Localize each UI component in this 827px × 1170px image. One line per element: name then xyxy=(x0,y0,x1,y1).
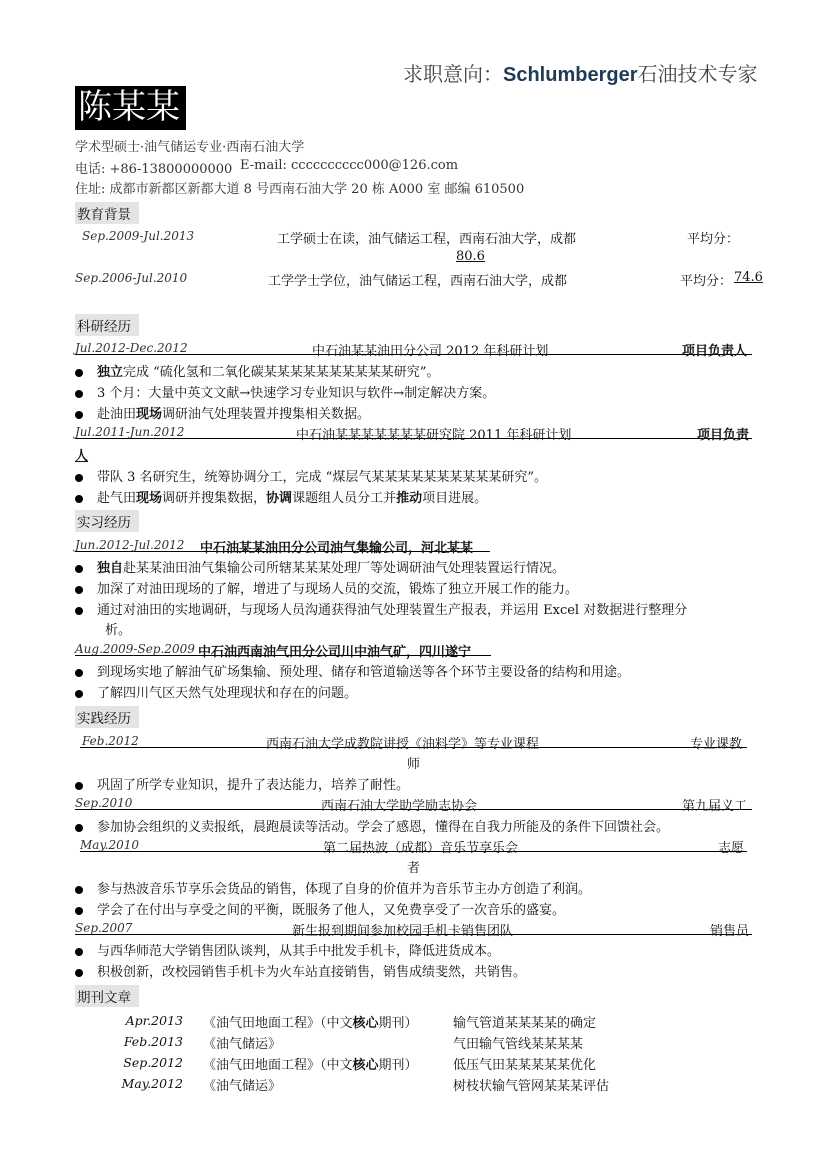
bullet-icon xyxy=(75,782,83,790)
bullet-icon xyxy=(75,669,83,677)
list-item: 到现场实地了解油气矿场集输、预处理、储存和管道输送等各个环节主要设备的结构和用途。 xyxy=(75,661,630,680)
practice-date: May.2010 xyxy=(80,838,139,852)
paper-date: Sep.2012 xyxy=(123,1055,183,1070)
degree-line: 学术型硕士·油气储运专业·西南石油大学 xyxy=(75,140,305,155)
research-role: 项目负责 xyxy=(697,428,750,443)
edu-gpa: 80.6 xyxy=(456,249,485,264)
practice-role: 专业课教 xyxy=(690,737,743,752)
bullet-icon xyxy=(75,969,83,977)
practice-org: 新生报到期间参加校园手机卡销售团队 xyxy=(292,924,514,939)
bullet-icon xyxy=(75,824,83,832)
section-papers: 期刊文章 xyxy=(75,985,139,1007)
research-date: Jul.2011-Jun.2012 xyxy=(75,425,185,439)
objective-prefix: 求职意向： xyxy=(403,62,503,86)
list-item: 巩固了所学专业知识，提升了表达能力，培养了耐性。 xyxy=(75,774,409,793)
bullet-icon xyxy=(75,369,83,377)
phone-line: 电话: +86-13800000000 xyxy=(75,162,233,177)
paper-date: May.2012 xyxy=(121,1076,183,1091)
bullet-icon xyxy=(75,907,83,915)
candidate-name: 陈某某 xyxy=(75,86,186,130)
research-role-cont: 人 xyxy=(75,449,89,464)
email-line: E-mail: cccccccccc000@126.com xyxy=(240,158,459,173)
list-item: 赴油田现场调研油气处理装置并搜集相关数据。 xyxy=(75,403,370,422)
paper-journal: 《油气田地面工程》（中文核心期刊） xyxy=(203,1058,418,1073)
paper-journal: 《油气田地面工程》（中文核心期刊） xyxy=(203,1016,418,1031)
practice-date: Feb.2012 xyxy=(82,734,139,748)
intern-org: 中石油西南油气田分公司川中油气矿，四川遂宁 xyxy=(198,645,472,660)
address-line: 住址: 成都市新都区新都大道 8 号西南石油大学 20 栋 A000 室 邮编 610500 xyxy=(75,182,525,197)
practice-role-cont: 者 xyxy=(407,861,421,876)
intern-date: Jun.2012-Jul.2012 xyxy=(75,538,185,552)
bullet-icon xyxy=(75,565,83,573)
practice-date: Sep.2010 xyxy=(75,796,133,810)
list-item-cont: 析。 xyxy=(105,623,132,638)
section-research: 科研经历 xyxy=(75,314,139,336)
bullet-icon xyxy=(75,390,83,398)
list-item: 独立完成 “硫化氢和二氧化碳某某某某某某某某某某研究”。 xyxy=(75,361,439,380)
objective-brand: Schlumberger xyxy=(503,64,638,86)
bullet-icon xyxy=(75,411,83,419)
list-item: 了解四川气区天然气处理现状和存在的问题。 xyxy=(75,682,357,701)
research-date: Jul.2012-Dec.2012 xyxy=(75,341,188,355)
list-item: 与西华师范大学销售团队谈判，从其手中批发手机卡，降低进货成本。 xyxy=(75,940,500,959)
bullet-icon xyxy=(75,690,83,698)
list-item: 学会了在付出与享受之间的平衡，既服务了他人，又免费享受了一次音乐的盛宴。 xyxy=(75,899,565,918)
practice-org: 西南石油大学成教院讲授《油料学》等专业课程 xyxy=(266,737,540,752)
objective-suffix: 石油技术专家 xyxy=(637,62,758,86)
bullet-icon xyxy=(75,886,83,894)
list-item: 参与热波音乐节享乐会货品的销售，体现了自身的价值并为音乐节主办方创造了利润。 xyxy=(75,878,591,897)
bullet-icon xyxy=(75,474,83,482)
paper-journal: 《油气储运》 xyxy=(203,1037,282,1052)
list-item: 独自赴某某油田油气集输公司所辖某某某处理厂等处调研油气处理装置运行情况。 xyxy=(75,557,565,576)
paper-date: Feb.2013 xyxy=(123,1034,183,1049)
bullet-icon xyxy=(75,607,83,615)
list-item: 带队 3 名研究生，统筹协调分工，完成 “煤层气某某某某某某某某某某研究”。 xyxy=(75,466,547,485)
list-item: 加深了对油田现场的了解，增进了与现场人员的交流，锻炼了独立开展工作的能力。 xyxy=(75,578,578,597)
section-education: 教育背景 xyxy=(75,202,139,224)
practice-date: Sep.2007 xyxy=(75,921,133,935)
practice-org: 西南石油大学助学励志协会 xyxy=(321,799,478,814)
intern-org: 中石油某某油田分公司油气集输公司，河北某某 xyxy=(200,541,474,556)
research-role: 项目负责人 xyxy=(682,344,748,359)
edu-desc: 工学学士学位，油气储运工程，西南石油大学，成都 xyxy=(268,274,568,289)
research-org: 中石油某某油田分公司 2012 年科研计划 xyxy=(312,344,549,359)
practice-org: 第二届热波（成都）音乐节享乐会 xyxy=(323,841,519,856)
list-item: 赴气田现场调研并搜集数据，协调课题组人员分工并推动项目进展。 xyxy=(75,487,487,506)
edu-date: Sep.2006-Jul.2010 xyxy=(75,271,188,285)
edu-gpa-label: 平均分： xyxy=(680,274,733,289)
list-item: 参加协会组织的义卖报纸，晨跑晨读等活动。学会了感恩，懂得在自我力所能及的条件下回馈社会。 xyxy=(75,816,669,835)
paper-title: 气田输气管线某某某某 xyxy=(453,1037,584,1052)
practice-role: 志愿 xyxy=(718,841,745,856)
paper-date: Apr.2013 xyxy=(125,1013,183,1028)
bullet-icon xyxy=(75,495,83,503)
edu-date: Sep.2009-Jul.2013 xyxy=(82,229,195,243)
edu-gpa-label: 平均分： xyxy=(687,232,740,247)
bullet-icon xyxy=(75,586,83,594)
practice-role-cont: 师 xyxy=(407,757,421,772)
job-objective xyxy=(403,58,757,87)
section-internship: 实习经历 xyxy=(75,510,139,532)
edu-gpa: 74.6 xyxy=(734,270,763,285)
list-item: 3 个月：大量中英文文献→快速学习专业知识与软件→制定解决方案。 xyxy=(75,382,495,401)
paper-title: 树枝状输气管网某某某评估 xyxy=(453,1079,610,1094)
practice-role: 第九届义工 xyxy=(682,799,748,814)
edu-desc: 工学硕士在读，油气储运工程，西南石油大学，成都 xyxy=(277,232,577,247)
list-item: 积极创新，改校园销售手机卡为火车站直接销售，销售成绩斐然，共销售。 xyxy=(75,961,526,980)
bullet-icon xyxy=(75,948,83,956)
practice-role: 销售员 xyxy=(710,924,750,939)
paper-title: 输气管道某某某某的确定 xyxy=(453,1016,597,1031)
paper-journal: 《油气储运》 xyxy=(203,1079,282,1094)
intern-date: Aug.2009-Sep.2009 xyxy=(75,642,195,656)
research-org: 中石油某某某某某某某研究院 2011 年科研计划 xyxy=(296,428,572,443)
section-practice: 实践经历 xyxy=(75,706,139,728)
list-item: 通过对油田的实地调研，与现场人员沟通获得油气处理装置生产报表，并运用 Excel 对数据进行整理分 xyxy=(75,599,687,618)
paper-title: 低压气田某某某某某优化 xyxy=(453,1058,597,1073)
